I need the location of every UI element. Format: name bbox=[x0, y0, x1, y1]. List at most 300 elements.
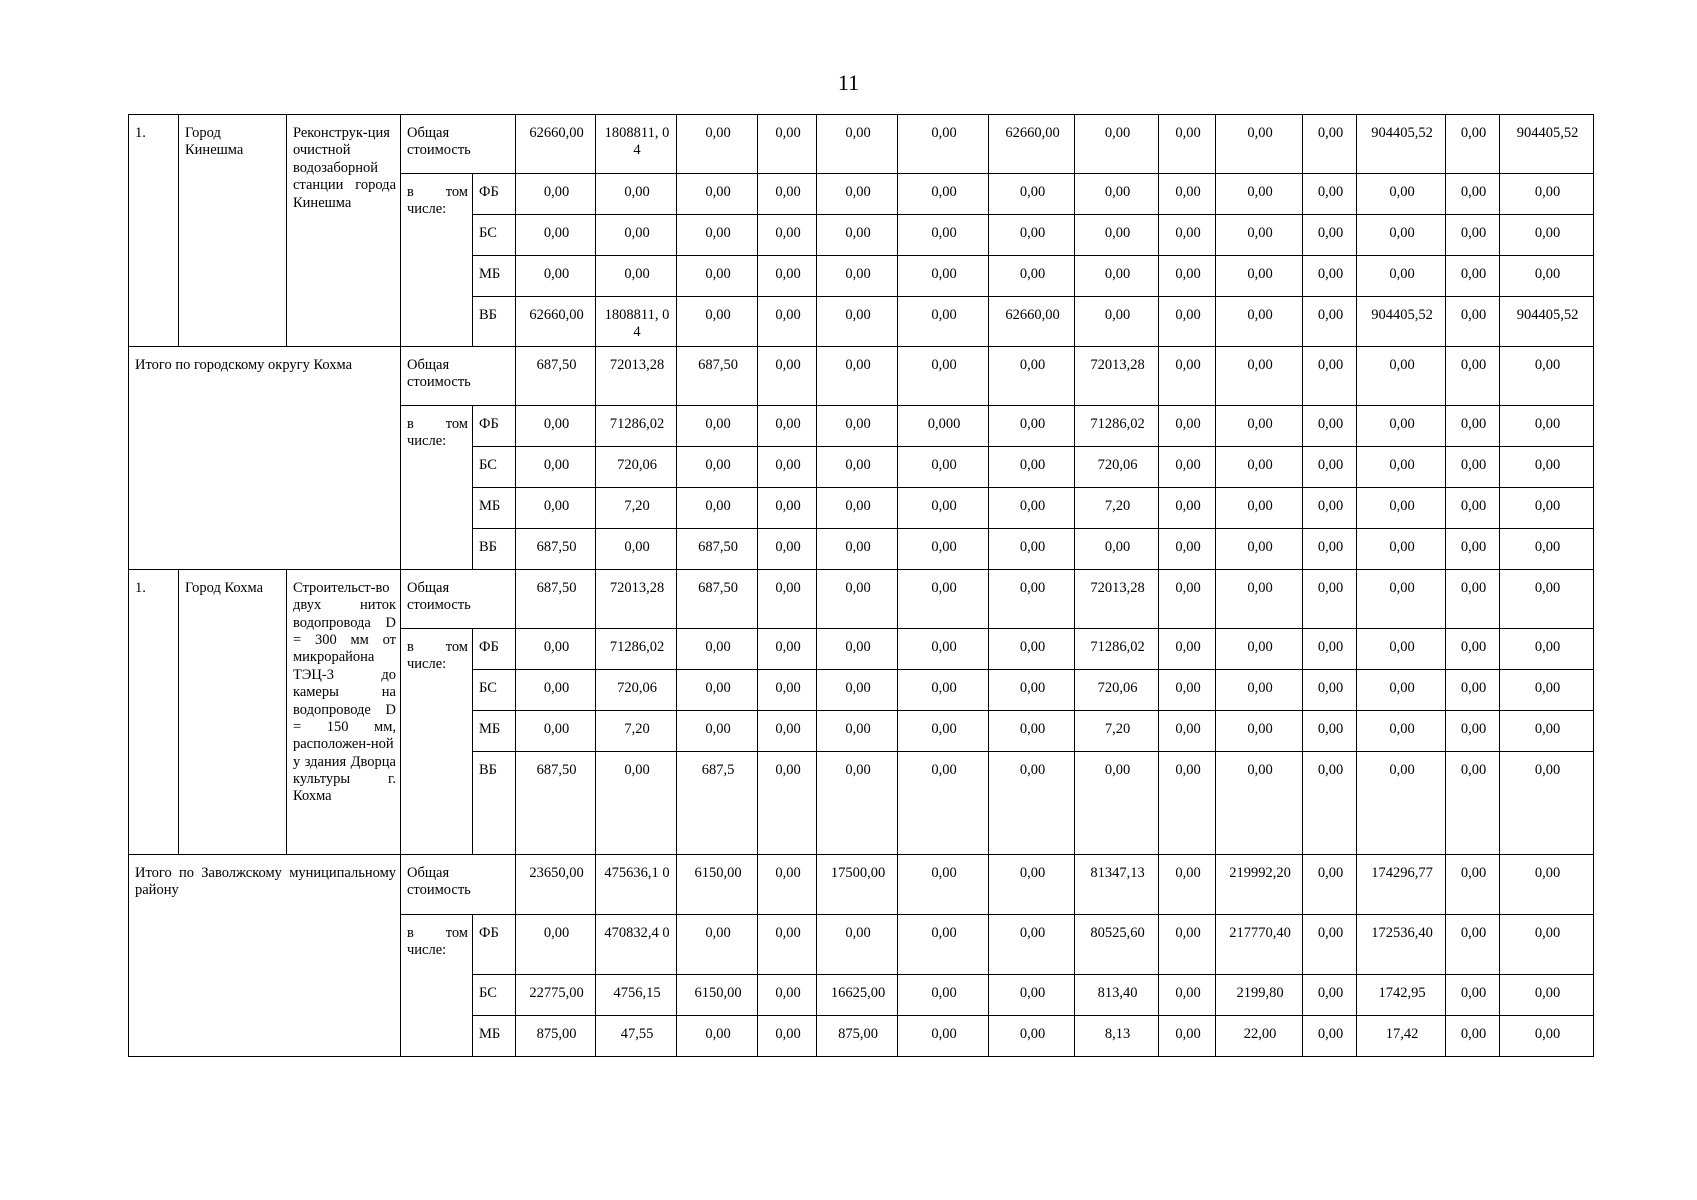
including-label: в том числе: bbox=[401, 914, 473, 1056]
amount-cell: 0,00 bbox=[1500, 446, 1594, 487]
amount-cell: 0,00 bbox=[758, 174, 817, 215]
amount-cell: 62660,00 bbox=[516, 297, 596, 347]
amount-cell: 0,00 bbox=[758, 256, 817, 297]
amount-cell: 0,00 bbox=[898, 974, 989, 1015]
amount-cell: 0,00 bbox=[898, 710, 989, 751]
amount-cell: 71286,02 bbox=[596, 628, 677, 669]
amount-cell: 0,00 bbox=[1159, 710, 1216, 751]
amount-cell: 875,00 bbox=[516, 1015, 596, 1056]
amount-cell: 0,00 bbox=[1303, 115, 1357, 174]
amount-cell: 0,00 bbox=[989, 1015, 1075, 1056]
project-description: Реконструк-ция очистной водозаборной станции города Кинешма bbox=[287, 115, 401, 347]
amount-cell: 0,00 bbox=[596, 256, 677, 297]
amount-cell: 0,00 bbox=[898, 528, 989, 569]
amount-cell: 0,00 bbox=[1159, 669, 1216, 710]
amount-cell: 0,00 bbox=[1500, 751, 1594, 854]
amount-cell: 0,00 bbox=[1357, 569, 1446, 628]
amount-cell: 0,00 bbox=[1159, 1015, 1216, 1056]
amount-cell: 0,00 bbox=[1303, 669, 1357, 710]
amount-cell: 0,00 bbox=[1303, 854, 1357, 914]
amount-cell: 0,00 bbox=[817, 256, 898, 297]
amount-cell: 62660,00 bbox=[516, 115, 596, 174]
amount-cell: 0,00 bbox=[1159, 405, 1216, 446]
funding-source-fb: ФБ bbox=[473, 914, 516, 974]
amount-cell: 7,20 bbox=[1075, 487, 1159, 528]
amount-cell: 0,00 bbox=[677, 446, 758, 487]
amount-cell: 0,00 bbox=[1303, 215, 1357, 256]
amount-cell: 0,00 bbox=[1446, 446, 1500, 487]
amount-cell: 62660,00 bbox=[989, 115, 1075, 174]
amount-cell: 0,00 bbox=[596, 528, 677, 569]
row-number: 1. bbox=[129, 115, 179, 347]
amount-cell: 0,00 bbox=[817, 751, 898, 854]
amount-cell: 0,00 bbox=[758, 528, 817, 569]
funding-source-fb: ФБ bbox=[473, 174, 516, 215]
amount-cell: 0,00 bbox=[758, 487, 817, 528]
amount-cell: 687,50 bbox=[516, 569, 596, 628]
row-number: 1. bbox=[129, 569, 179, 854]
amount-cell: 0,00 bbox=[1500, 974, 1594, 1015]
amount-cell: 0,00 bbox=[817, 569, 898, 628]
amount-cell: 217770,40 bbox=[1216, 914, 1303, 974]
amount-cell: 62660,00 bbox=[989, 297, 1075, 347]
amount-cell: 0,00 bbox=[1446, 256, 1500, 297]
amount-cell: 0,00 bbox=[1216, 569, 1303, 628]
amount-cell: 0,00 bbox=[1303, 628, 1357, 669]
amount-cell: 0,00 bbox=[1446, 487, 1500, 528]
funding-source-mb: МБ bbox=[473, 710, 516, 751]
amount-cell: 687,50 bbox=[677, 346, 758, 405]
amount-cell: 0,00 bbox=[817, 405, 898, 446]
amount-cell: 0,00 bbox=[677, 487, 758, 528]
amount-cell: 0,00 bbox=[1500, 710, 1594, 751]
amount-cell: 0,00 bbox=[1159, 628, 1216, 669]
amount-cell: 71286,02 bbox=[1075, 405, 1159, 446]
amount-cell: 0,00 bbox=[1446, 174, 1500, 215]
amount-cell: 0,00 bbox=[898, 346, 989, 405]
amount-cell: 0,00 bbox=[1357, 346, 1446, 405]
amount-cell: 0,00 bbox=[1357, 215, 1446, 256]
amount-cell: 0,00 bbox=[817, 215, 898, 256]
amount-cell: 0,00 bbox=[1303, 256, 1357, 297]
amount-cell: 0,00 bbox=[1500, 346, 1594, 405]
amount-cell: 0,00 bbox=[758, 569, 817, 628]
amount-cell: 219992,20 bbox=[1216, 854, 1303, 914]
amount-cell: 0,00 bbox=[1303, 346, 1357, 405]
amount-cell: 0,00 bbox=[1216, 669, 1303, 710]
amount-cell: 0,00 bbox=[1216, 528, 1303, 569]
amount-cell: 0,00 bbox=[1159, 914, 1216, 974]
amount-cell: 0,00 bbox=[1357, 710, 1446, 751]
amount-cell: 0,00 bbox=[1216, 487, 1303, 528]
amount-cell: 0,00 bbox=[1446, 1015, 1500, 1056]
amount-cell: 0,00 bbox=[1446, 669, 1500, 710]
funding-source-bs: БС bbox=[473, 215, 516, 256]
including-label: в том числе: bbox=[401, 405, 473, 569]
amount-cell: 0,00 bbox=[1303, 528, 1357, 569]
including-label: в том числе: bbox=[401, 628, 473, 854]
amount-cell: 0,00 bbox=[817, 669, 898, 710]
amount-cell: 0,00 bbox=[1075, 751, 1159, 854]
funding-source-mb: МБ bbox=[473, 256, 516, 297]
amount-cell: 0,00 bbox=[1357, 669, 1446, 710]
amount-cell: 687,50 bbox=[677, 528, 758, 569]
amount-cell: 0,00 bbox=[1159, 854, 1216, 914]
amount-cell: 720,06 bbox=[1075, 446, 1159, 487]
amount-cell: 0,00 bbox=[677, 914, 758, 974]
amount-cell: 0,00 bbox=[817, 528, 898, 569]
amount-cell: 172536,40 bbox=[1357, 914, 1446, 974]
amount-cell: 0,00 bbox=[898, 1015, 989, 1056]
amount-cell: 0,00 bbox=[1446, 346, 1500, 405]
amount-cell: 0,00 bbox=[817, 115, 898, 174]
amount-cell: 0,00 bbox=[989, 405, 1075, 446]
total-cost-label: Общая стоимость bbox=[401, 115, 516, 174]
amount-cell: 0,00 bbox=[989, 751, 1075, 854]
amount-cell: 0,00 bbox=[1216, 115, 1303, 174]
funding-source-vb: ВБ bbox=[473, 297, 516, 347]
total-cost-label: Общая стоимость bbox=[401, 346, 516, 405]
funding-source-vb: ВБ bbox=[473, 528, 516, 569]
amount-cell: 0,00 bbox=[1500, 569, 1594, 628]
funding-source-bs: БС bbox=[473, 974, 516, 1015]
amount-cell: 475636,1 0 bbox=[596, 854, 677, 914]
amount-cell: 0,00 bbox=[1357, 174, 1446, 215]
amount-cell: 0,00 bbox=[1357, 628, 1446, 669]
amount-cell: 720,06 bbox=[596, 446, 677, 487]
subtotal-title: Итого по Заволжскому муниципальному району bbox=[129, 854, 401, 1056]
amount-cell: 0,00 bbox=[1357, 256, 1446, 297]
amount-cell: 0,00 bbox=[1303, 446, 1357, 487]
amount-cell: 0,00 bbox=[989, 710, 1075, 751]
amount-cell: 2199,80 bbox=[1216, 974, 1303, 1015]
amount-cell: 72013,28 bbox=[596, 569, 677, 628]
amount-cell: 0,00 bbox=[516, 215, 596, 256]
amount-cell: 17500,00 bbox=[817, 854, 898, 914]
amount-cell: 0,00 bbox=[1500, 256, 1594, 297]
amount-cell: 174296,77 bbox=[1357, 854, 1446, 914]
amount-cell: 0,00 bbox=[898, 569, 989, 628]
amount-cell: 0,00 bbox=[1357, 405, 1446, 446]
amount-cell: 904405,52 bbox=[1500, 297, 1594, 347]
amount-cell: 0,00 bbox=[1216, 256, 1303, 297]
amount-cell: 0,00 bbox=[1303, 710, 1357, 751]
amount-cell: 0,00 bbox=[516, 256, 596, 297]
amount-cell: 72013,28 bbox=[1075, 346, 1159, 405]
amount-cell: 687,50 bbox=[677, 569, 758, 628]
amount-cell: 0,00 bbox=[1357, 487, 1446, 528]
amount-cell: 0,00 bbox=[898, 115, 989, 174]
amount-cell: 0,00 bbox=[1303, 405, 1357, 446]
amount-cell: 0,00 bbox=[1075, 215, 1159, 256]
amount-cell: 47,55 bbox=[596, 1015, 677, 1056]
amount-cell: 0,00 bbox=[898, 297, 989, 347]
amount-cell: 0,00 bbox=[677, 710, 758, 751]
amount-cell: 0,00 bbox=[989, 215, 1075, 256]
amount-cell: 0,00 bbox=[1357, 528, 1446, 569]
amount-cell: 0,00 bbox=[898, 669, 989, 710]
amount-cell: 71286,02 bbox=[596, 405, 677, 446]
amount-cell: 0,00 bbox=[1075, 297, 1159, 347]
amount-cell: 0,00 bbox=[1159, 256, 1216, 297]
table-row bbox=[129, 115, 1594, 174]
amount-cell: 0,00 bbox=[1446, 628, 1500, 669]
amount-cell: 0,00 bbox=[1159, 297, 1216, 347]
funding-source-mb: МБ bbox=[473, 1015, 516, 1056]
amount-cell: 0,00 bbox=[898, 914, 989, 974]
amount-cell: 0,00 bbox=[1216, 628, 1303, 669]
amount-cell: 0,00 bbox=[1075, 115, 1159, 174]
amount-cell: 0,00 bbox=[758, 628, 817, 669]
funding-source-mb: МБ bbox=[473, 487, 516, 528]
amount-cell: 687,50 bbox=[516, 528, 596, 569]
amount-cell: 0,00 bbox=[677, 669, 758, 710]
subtotal-title: Итого по городскому округу Кохма bbox=[129, 346, 401, 569]
amount-cell: 0,00 bbox=[1303, 1015, 1357, 1056]
amount-cell: 720,06 bbox=[596, 669, 677, 710]
amount-cell: 0,00 bbox=[1075, 528, 1159, 569]
amount-cell: 0,00 bbox=[596, 174, 677, 215]
municipality-name: Город Кохма bbox=[179, 569, 287, 854]
amount-cell: 7,20 bbox=[596, 710, 677, 751]
amount-cell: 0,00 bbox=[1216, 174, 1303, 215]
amount-cell: 0,00 bbox=[677, 215, 758, 256]
amount-cell: 0,00 bbox=[1500, 854, 1594, 914]
amount-cell: 1808811, 04 bbox=[596, 297, 677, 347]
amount-cell: 0,00 bbox=[817, 487, 898, 528]
amount-cell: 0,00 bbox=[989, 446, 1075, 487]
amount-cell: 0,00 bbox=[758, 115, 817, 174]
amount-cell: 0,00 bbox=[1446, 215, 1500, 256]
amount-cell: 720,06 bbox=[1075, 669, 1159, 710]
amount-cell: 813,40 bbox=[1075, 974, 1159, 1015]
budget-table bbox=[128, 114, 1594, 1057]
amount-cell: 0,00 bbox=[516, 174, 596, 215]
funding-source-fb: ФБ bbox=[473, 628, 516, 669]
amount-cell: 0,00 bbox=[677, 405, 758, 446]
amount-cell: 17,42 bbox=[1357, 1015, 1446, 1056]
amount-cell: 0,00 bbox=[989, 346, 1075, 405]
amount-cell: 0,00 bbox=[516, 710, 596, 751]
amount-cell: 0,00 bbox=[1446, 528, 1500, 569]
amount-cell: 72013,28 bbox=[1075, 569, 1159, 628]
amount-cell: 0,00 bbox=[758, 446, 817, 487]
amount-cell: 0,00 bbox=[898, 487, 989, 528]
amount-cell: 0,00 bbox=[1500, 405, 1594, 446]
project-description: Строительст-во двух ниток водопровода D = 300 мм от микрорайона ТЭЦ-3 до камеры на водопроводе D = 150 мм, расположен-ной у здания Дворца культуры г. Кохма bbox=[287, 569, 401, 854]
amount-cell: 0,00 bbox=[817, 446, 898, 487]
amount-cell: 0,00 bbox=[1500, 914, 1594, 974]
amount-cell: 0,00 bbox=[817, 710, 898, 751]
amount-cell: 1808811, 04 bbox=[596, 115, 677, 174]
amount-cell: 0,00 bbox=[1159, 215, 1216, 256]
amount-cell: 0,00 bbox=[989, 174, 1075, 215]
amount-cell: 0,00 bbox=[1500, 487, 1594, 528]
amount-cell: 904405,52 bbox=[1500, 115, 1594, 174]
amount-cell: 0,00 bbox=[1303, 297, 1357, 347]
amount-cell: 0,00 bbox=[516, 628, 596, 669]
amount-cell: 0,00 bbox=[677, 115, 758, 174]
amount-cell: 0,00 bbox=[758, 1015, 817, 1056]
amount-cell: 0,00 bbox=[758, 974, 817, 1015]
amount-cell: 0,00 bbox=[758, 751, 817, 854]
amount-cell: 0,00 bbox=[898, 174, 989, 215]
table-row bbox=[129, 854, 1594, 914]
amount-cell: 0,00 bbox=[1216, 710, 1303, 751]
amount-cell: 0,00 bbox=[1159, 528, 1216, 569]
amount-cell: 0,00 bbox=[817, 914, 898, 974]
amount-cell: 0,00 bbox=[989, 256, 1075, 297]
amount-cell: 0,00 bbox=[898, 446, 989, 487]
amount-cell: 0,00 bbox=[1303, 487, 1357, 528]
amount-cell: 0,00 bbox=[898, 854, 989, 914]
amount-cell: 0,00 bbox=[1159, 446, 1216, 487]
amount-cell: 0,00 bbox=[677, 628, 758, 669]
amount-cell: 0,00 bbox=[898, 215, 989, 256]
amount-cell: 0,00 bbox=[1159, 174, 1216, 215]
amount-cell: 0,00 bbox=[1446, 405, 1500, 446]
funding-source-fb: ФБ bbox=[473, 405, 516, 446]
amount-cell: 0,00 bbox=[1159, 751, 1216, 854]
amount-cell: 0,00 bbox=[1075, 174, 1159, 215]
amount-cell: 7,20 bbox=[596, 487, 677, 528]
amount-cell: 0,00 bbox=[817, 628, 898, 669]
including-label: в том числе: bbox=[401, 174, 473, 347]
amount-cell: 0,00 bbox=[1303, 751, 1357, 854]
amount-cell: 0,00 bbox=[1159, 569, 1216, 628]
amount-cell: 0,00 bbox=[1357, 446, 1446, 487]
amount-cell: 0,00 bbox=[1500, 1015, 1594, 1056]
amount-cell: 0,00 bbox=[1159, 115, 1216, 174]
amount-cell: 71286,02 bbox=[1075, 628, 1159, 669]
amount-cell: 0,00 bbox=[516, 405, 596, 446]
amount-cell: 0,00 bbox=[1159, 346, 1216, 405]
funding-source-vb: ВБ bbox=[473, 751, 516, 854]
amount-cell: 0,00 bbox=[758, 854, 817, 914]
page-number: 11 bbox=[837, 70, 860, 95]
amount-cell: 904405,52 bbox=[1357, 115, 1446, 174]
amount-cell: 0,00 bbox=[758, 297, 817, 347]
amount-cell: 8,13 bbox=[1075, 1015, 1159, 1056]
amount-cell: 0,00 bbox=[898, 256, 989, 297]
amount-cell: 0,00 bbox=[516, 669, 596, 710]
amount-cell: 0,00 bbox=[677, 256, 758, 297]
amount-cell: 0,00 bbox=[1446, 854, 1500, 914]
amount-cell: 0,00 bbox=[1216, 297, 1303, 347]
table-row bbox=[129, 569, 1594, 628]
amount-cell: 0,00 bbox=[758, 669, 817, 710]
amount-cell: 0,00 bbox=[898, 628, 989, 669]
amount-cell: 0,00 bbox=[817, 174, 898, 215]
amount-cell: 6150,00 bbox=[677, 974, 758, 1015]
amount-cell: 875,00 bbox=[817, 1015, 898, 1056]
amount-cell: 470832,4 0 bbox=[596, 914, 677, 974]
amount-cell: 0,00 bbox=[1159, 974, 1216, 1015]
amount-cell: 1742,95 bbox=[1357, 974, 1446, 1015]
amount-cell: 0,00 bbox=[1500, 669, 1594, 710]
funding-source-bs: БС bbox=[473, 669, 516, 710]
amount-cell: 0,00 bbox=[596, 215, 677, 256]
amount-cell: 22,00 bbox=[1216, 1015, 1303, 1056]
amount-cell: 0,00 bbox=[1500, 174, 1594, 215]
amount-cell: 7,20 bbox=[1075, 710, 1159, 751]
amount-cell: 0,00 bbox=[677, 174, 758, 215]
amount-cell: 6150,00 bbox=[677, 854, 758, 914]
amount-cell: 0,00 bbox=[1303, 974, 1357, 1015]
amount-cell: 0,00 bbox=[1075, 256, 1159, 297]
amount-cell: 80525,60 bbox=[1075, 914, 1159, 974]
amount-cell: 0,00 bbox=[1159, 487, 1216, 528]
amount-cell: 0,00 bbox=[1500, 628, 1594, 669]
amount-cell: 0,00 bbox=[1216, 751, 1303, 854]
amount-cell: 0,00 bbox=[1446, 569, 1500, 628]
amount-cell: 23650,00 bbox=[516, 854, 596, 914]
amount-cell: 0,00 bbox=[1500, 528, 1594, 569]
amount-cell: 0,00 bbox=[677, 297, 758, 347]
amount-cell: 0,00 bbox=[758, 710, 817, 751]
amount-cell: 0,00 bbox=[1446, 751, 1500, 854]
amount-cell: 0,00 bbox=[1303, 914, 1357, 974]
amount-cell: 0,00 bbox=[989, 487, 1075, 528]
amount-cell: 0,00 bbox=[817, 346, 898, 405]
amount-cell: 0,00 bbox=[1216, 405, 1303, 446]
amount-cell: 904405,52 bbox=[1357, 297, 1446, 347]
amount-cell: 0,00 bbox=[1216, 446, 1303, 487]
table-row bbox=[129, 346, 1594, 405]
amount-cell: 0,00 bbox=[677, 1015, 758, 1056]
amount-cell: 0,00 bbox=[1500, 215, 1594, 256]
amount-cell: 0,00 bbox=[989, 914, 1075, 974]
amount-cell: 0,00 bbox=[1446, 297, 1500, 347]
amount-cell: 0,00 bbox=[989, 974, 1075, 1015]
amount-cell: 0,00 bbox=[758, 914, 817, 974]
amount-cell: 687,50 bbox=[516, 751, 596, 854]
amount-cell: 687,50 bbox=[516, 346, 596, 405]
amount-cell: 0,00 bbox=[989, 569, 1075, 628]
amount-cell: 0,00 bbox=[1216, 346, 1303, 405]
amount-cell: 0,00 bbox=[1446, 974, 1500, 1015]
amount-cell: 81347,13 bbox=[1075, 854, 1159, 914]
funding-source-bs: БС bbox=[473, 446, 516, 487]
amount-cell: 0,00 bbox=[989, 628, 1075, 669]
amount-cell: 4756,15 bbox=[596, 974, 677, 1015]
amount-cell: 0,00 bbox=[1446, 710, 1500, 751]
amount-cell: 0,00 bbox=[1216, 215, 1303, 256]
amount-cell: 0,00 bbox=[989, 854, 1075, 914]
amount-cell: 0,00 bbox=[817, 297, 898, 347]
amount-cell: 22775,00 bbox=[516, 974, 596, 1015]
amount-cell: 0,00 bbox=[516, 487, 596, 528]
amount-cell: 0,00 bbox=[758, 215, 817, 256]
amount-cell: 0,00 bbox=[1303, 174, 1357, 215]
amount-cell: 0,00 bbox=[989, 669, 1075, 710]
total-cost-label: Общая стоимость bbox=[401, 854, 516, 914]
amount-cell: 0,00 bbox=[758, 405, 817, 446]
amount-cell: 0,00 bbox=[516, 914, 596, 974]
amount-cell: 72013,28 bbox=[596, 346, 677, 405]
amount-cell: 0,00 bbox=[989, 528, 1075, 569]
municipality-name: Город Кинешма bbox=[179, 115, 287, 347]
amount-cell: 0,00 bbox=[1446, 115, 1500, 174]
amount-cell: 687,5 bbox=[677, 751, 758, 854]
amount-cell: 0,00 bbox=[1446, 914, 1500, 974]
amount-cell: 0,00 bbox=[898, 751, 989, 854]
amount-cell: 0,00 bbox=[1357, 751, 1446, 854]
amount-cell: 16625,00 bbox=[817, 974, 898, 1015]
amount-cell: 0,00 bbox=[758, 346, 817, 405]
amount-cell: 0,00 bbox=[596, 751, 677, 854]
amount-cell: 0,00 bbox=[516, 446, 596, 487]
